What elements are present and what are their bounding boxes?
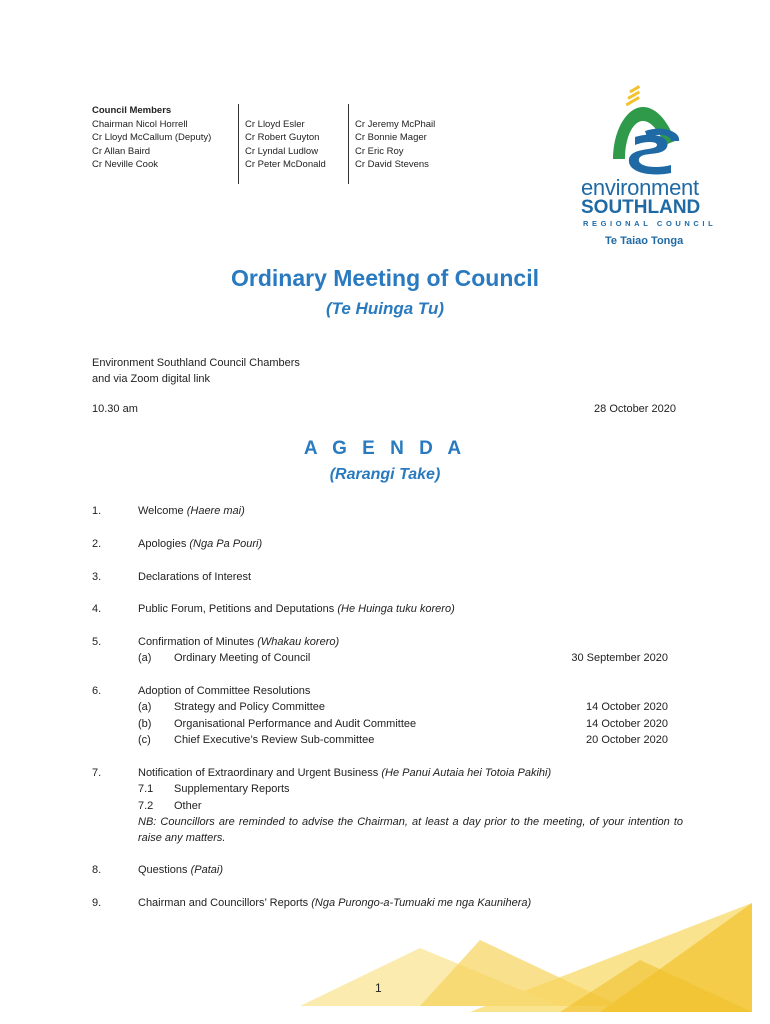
- venue-line: and via Zoom digital link: [92, 373, 211, 385]
- item-number: 8.: [92, 864, 102, 876]
- item-number: 1.: [92, 505, 102, 517]
- member: Cr David Stevens: [355, 159, 429, 170]
- item-text: Adoption of Committee Resolutions: [138, 685, 311, 697]
- logo-text-regional-council: REGIONAL COUNCIL: [583, 219, 717, 228]
- item-number: 3.: [92, 571, 102, 583]
- item-text: Notification of Extraordinary and Urgent Business (He Panui Autaia hei Totoia Pakihi): [138, 767, 552, 779]
- agenda-subheading: (Rarangi Take): [329, 466, 441, 483]
- item-text: Welcome (Haere mai): [138, 505, 245, 517]
- item-number: 5.: [92, 636, 102, 648]
- member: Cr Jeremy McPhail: [355, 118, 436, 130]
- page-title: Ordinary Meeting of Council: [231, 265, 539, 291]
- item-number: 7.: [92, 767, 102, 779]
- item-text: Chairman and Councillors’ Reports (Nga Purongo-a-Tumuaki me nga Kaunihera): [138, 897, 532, 909]
- meeting-time: 10.30 am: [92, 403, 138, 415]
- members-heading: Council Members: [92, 105, 172, 116]
- logo-text-southland: SOUTHLAND: [581, 197, 701, 218]
- item-text: Declarations of Interest: [138, 571, 252, 583]
- page-subtitle: (Te Huinga Tu): [325, 299, 445, 318]
- member: Cr Lloyd McCallum (Deputy): [92, 132, 212, 143]
- member: Cr Allan Baird: [92, 145, 151, 157]
- member: Cr Bonnie Mager: [355, 132, 427, 143]
- item-text: Apologies (Nga Pa Pouri): [138, 538, 263, 550]
- page-number: 1: [375, 981, 382, 995]
- item-text: Questions (Patai): [138, 864, 223, 876]
- logo-text-te-taiao-tonga: Te Taiao Tonga: [605, 235, 684, 247]
- venue-line: Environment Southland Council Chambers: [92, 357, 300, 369]
- item-number: 4.: [92, 603, 102, 615]
- agenda-heading: A G E N D A: [303, 438, 467, 459]
- item-number: 2.: [92, 538, 102, 550]
- member: Cr Lyndal Ludlow: [245, 145, 319, 157]
- item-text: Public Forum, Petitions and Deputations (He Huinga tuku korero): [138, 603, 455, 615]
- item-text: Confirmation of Minutes (Whakau korero): [138, 636, 340, 648]
- logo-text-environment: environment: [581, 175, 699, 200]
- item-number: 6.: [92, 685, 102, 697]
- member: Cr Lloyd Esler: [245, 118, 305, 130]
- member: Cr Neville Cook: [92, 159, 158, 170]
- item-number: 9.: [92, 897, 102, 909]
- member: Cr Peter McDonald: [245, 159, 326, 170]
- member: Cr Eric Roy: [355, 145, 404, 157]
- member: Cr Robert Guyton: [245, 132, 320, 143]
- note: NB: Councillors are reminded to advise the Chairman, at least a day prior to the meeting, of your intention to raise any matters.: [138, 815, 683, 845]
- meeting-date: 28 October 2020: [594, 403, 676, 415]
- member: Chairman Nicol Horrell: [92, 118, 188, 130]
